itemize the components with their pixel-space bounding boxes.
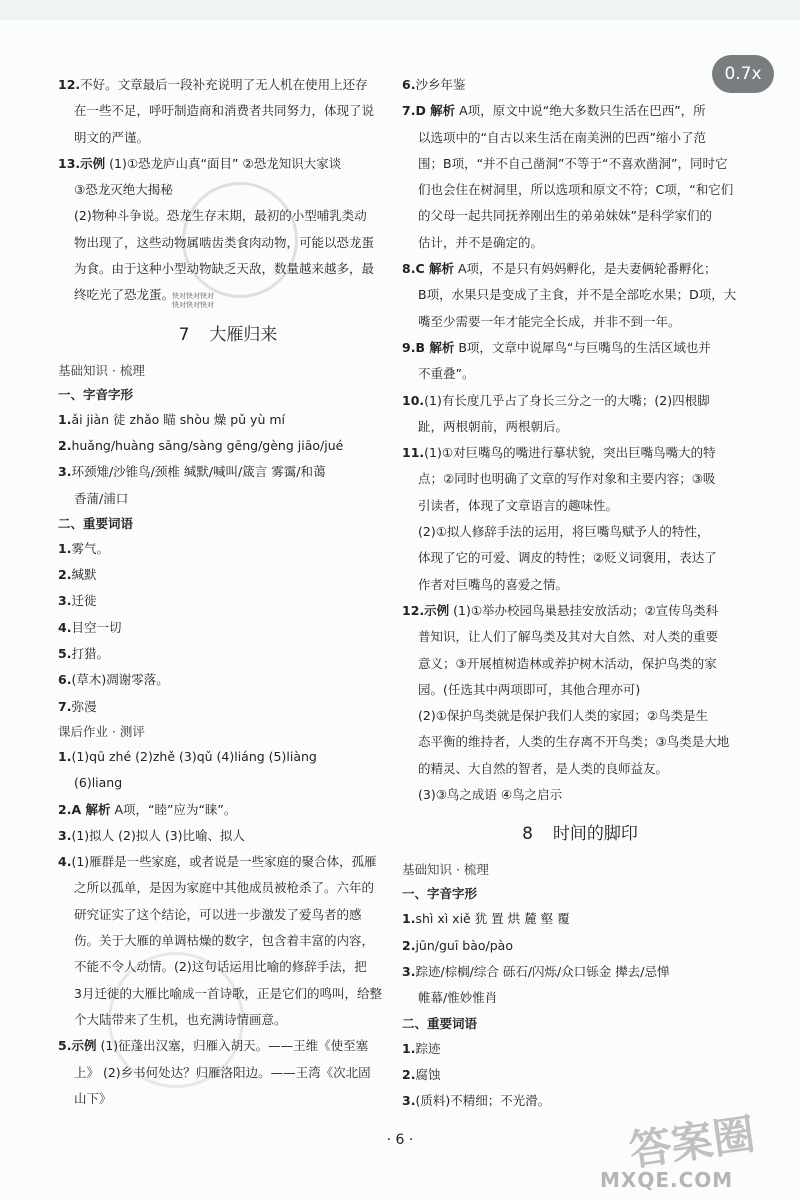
answer-text: 趾，两根朝前，两根朝后。 <box>418 418 569 434</box>
answer-line <box>58 282 398 308</box>
answer-line <box>402 230 758 256</box>
answer-line <box>402 703 758 729</box>
answer-text: 踪迹/棕榈/综合 砾石/闪烁/众口铄金 撵去/忌惮 <box>415 963 670 979</box>
top-band <box>0 0 800 20</box>
answer-line <box>402 933 758 959</box>
answer-line <box>402 985 758 1011</box>
question-number: 5. <box>58 1038 72 1054</box>
answer-line <box>58 875 398 901</box>
answer-line <box>58 981 398 1007</box>
answer-line <box>402 756 758 782</box>
answer-line <box>58 1033 398 1059</box>
answer-text: 踪迹 <box>415 1040 441 1056</box>
answer-line <box>58 125 398 151</box>
question-number: 3. <box>58 827 72 843</box>
question-number: 6. <box>402 77 416 92</box>
question-number: 1. <box>58 748 72 764</box>
answer-line <box>402 125 758 151</box>
answer-line <box>402 545 758 571</box>
answer-line <box>402 959 758 985</box>
answer-line <box>58 667 398 693</box>
watermark-small-line: 快对快对快对 <box>172 292 214 300</box>
answer-text: 不好。文章最后一段补充说明了无人机在使用上还存 <box>80 77 368 92</box>
section-8-heading <box>402 814 758 854</box>
answer-line <box>402 493 758 519</box>
answer-line <box>402 98 758 124</box>
question-number: 11. <box>402 445 425 461</box>
question-number: 1. <box>58 411 72 427</box>
answer-text: ③恐龙灭绝大揭秘 <box>74 182 173 198</box>
answer-text: 沙乡年鉴 <box>415 77 466 92</box>
answer-line <box>58 744 398 770</box>
answer-keyword: 示例 <box>424 602 450 618</box>
answer-line <box>402 519 758 545</box>
answer-text: B 解析 B项，文章中说犀鸟“与巨嘴鸟的生活区域也并 <box>415 339 711 355</box>
answer-text: 作者对巨嘴鸟的喜爱之情。 <box>418 576 569 592</box>
answer-line <box>402 151 758 177</box>
answer-line <box>402 466 758 492</box>
question-number: 4. <box>58 619 72 635</box>
answer-text: 终吃光了恐龙蛋。 <box>74 287 175 303</box>
answer-text: (1)qū zhé (2)zhě (3)qǔ (4)liáng (5)liàng <box>71 748 317 764</box>
answer-line <box>58 928 398 954</box>
pronunciation-heading: 一、字音字形 <box>58 386 134 402</box>
left-column <box>58 72 398 1112</box>
answer-line <box>402 624 758 650</box>
answer-text: 不重叠”。 <box>418 366 475 382</box>
answer-line <box>402 598 758 624</box>
answer-text: 示例 (1)征蓬出汉塞，归雁入胡天。——王维《使至塞 <box>71 1038 369 1054</box>
answer-text: (2)物种斗争说。恐龙生存末期，最初的小型哺乳类动 <box>74 208 367 224</box>
answer-text: 点；②同时也明确了文章的写作对象和主要内容；③吸 <box>418 471 716 487</box>
watermark-logo: 答案圈 <box>626 1109 758 1176</box>
answer-text: 雾气。 <box>71 540 109 556</box>
answer-text: 明文的严谨。 <box>74 129 150 145</box>
answer-line <box>58 98 398 124</box>
answer-text: 引读者，体现了文章语言的趣味性。 <box>418 497 619 513</box>
answer-line <box>402 72 758 98</box>
answer-line <box>58 1086 398 1112</box>
answer-text: 伤。关于大雁的单调枯燥的数字，包含着丰富的内容， <box>74 933 375 949</box>
answer-line <box>58 615 398 641</box>
answer-text: 上》 (2)乡书何处达？归雁洛阳边。——王湾《次北固 <box>74 1064 371 1080</box>
answer-line <box>402 440 758 466</box>
answer-line <box>58 407 398 433</box>
question-number: 2. <box>58 437 72 453</box>
answer-line <box>402 1036 758 1062</box>
answer-text: 迁徙 <box>71 593 97 609</box>
answer-text: 示例 (1)①恐龙庐山真“面目” ②恐龙知识大家谈 <box>80 155 342 171</box>
question-number: 8. <box>402 261 416 277</box>
answer-line <box>402 677 758 703</box>
answer-keyword: 示例 <box>80 155 106 171</box>
answer-line <box>402 572 758 598</box>
answer-line <box>58 536 398 562</box>
answer-keyword: A 解析 <box>71 801 111 817</box>
answer-line <box>58 694 398 720</box>
vocabulary-heading: 二、重要词语 <box>58 515 134 531</box>
answer-line <box>402 256 758 282</box>
answer-text: 的精灵、大自然的智者，是人类的良师益友。 <box>418 760 669 776</box>
answer-text: 环颈雉/沙锥鸟/颈椎 缄默/喊叫/箴言 雾霭/和蔼 <box>71 464 326 480</box>
answer-text: 态平衡的维持者，人类的生存离不开鸟类；③鸟类是大地 <box>418 734 730 750</box>
answer-text: 的父母一起共同抚养刚出生的弟弟妹妹”是科学家们的 <box>418 208 712 224</box>
question-number: 2. <box>58 801 72 817</box>
question-number: 13. <box>58 155 81 171</box>
answer-keyword: 示例 <box>71 1038 97 1054</box>
answer-text: jūn/guī bào/pào <box>415 937 513 953</box>
question-number: 2. <box>58 567 72 583</box>
answer-text: (3)③鸟之成语 ④鸟之启示 <box>418 787 563 803</box>
answer-text: (2)①保护鸟类就是保护我们人类的家园；②鸟类是生 <box>418 708 709 724</box>
answer-line <box>402 906 758 932</box>
answer-text: ǎi jiàn 徒 zhǎo 瞄 shòu 燥 pǔ yù mí <box>71 411 285 427</box>
answer-line <box>402 335 758 361</box>
answer-line <box>58 954 398 980</box>
answer-line <box>58 797 398 823</box>
answer-text: 意义；③开展植树造林或养护树木活动，保护鸟类的家 <box>418 655 717 671</box>
question-number: 6. <box>58 672 72 688</box>
answer-text: 嘴至少需要一年才能完全长成，并非不到一年。 <box>418 313 681 329</box>
answer-line <box>58 770 398 796</box>
answer-text: 腐蚀 <box>415 1066 441 1082</box>
answer-line <box>402 388 758 414</box>
answer-text: 在一些不足，呼吁制造商和消费者共同努力，体现了说 <box>74 103 375 119</box>
answer-line <box>402 203 758 229</box>
answer-keyword: D 解析 <box>415 103 456 119</box>
vocabulary-heading: 二、重要词语 <box>402 1015 478 1031</box>
answer-line <box>58 588 398 614</box>
answer-text: 缄默 <box>71 567 97 583</box>
answer-line <box>58 486 398 512</box>
answer-text: 普知识，让人们了解鸟类及其对大自然、对人类的重要 <box>418 629 719 645</box>
answer-line <box>58 641 398 667</box>
answer-line <box>402 414 758 440</box>
answer-line <box>58 849 398 875</box>
answer-text: 个大陆带来了生机，也充满诗情画意。 <box>74 1011 287 1027</box>
right-vocabulary-list <box>402 1036 758 1115</box>
answer-line <box>402 361 758 387</box>
answer-line <box>58 1060 398 1086</box>
answer-text: 研究证实了这个结论，可以进一步激发了爱鸟者的感 <box>74 906 362 922</box>
answer-line <box>58 203 398 229</box>
answer-text: 们也会住在树洞里，所以选项和原文不符；C项，“和它们 <box>418 182 734 198</box>
left-pronunciation-list <box>58 407 398 512</box>
answer-text: 香蒲/浦口 <box>74 490 129 506</box>
pronunciation-heading: 一、字音字形 <box>402 886 478 902</box>
question-number: 3. <box>402 963 416 979</box>
question-number: 3. <box>58 593 72 609</box>
answer-line <box>402 729 758 755</box>
answer-text: (草木)凋谢零落。 <box>71 672 169 688</box>
answer-text: C 解析 A项，不是只有妈妈孵化，是夫妻俩轮番孵化； <box>415 261 717 277</box>
answer-line <box>402 282 758 308</box>
section-number: 7 <box>178 324 190 345</box>
answer-text: 目空一切 <box>71 619 122 635</box>
answer-line <box>58 1007 398 1033</box>
watermark-small-line: 快对快对快对 <box>172 301 214 309</box>
left-vocabulary-list <box>58 536 398 720</box>
answer-line <box>402 309 758 335</box>
question-number: 3. <box>402 1093 416 1109</box>
answer-line <box>402 651 758 677</box>
question-number: 5. <box>58 646 72 662</box>
answer-line <box>58 151 398 177</box>
answer-line <box>58 72 398 98</box>
answer-line <box>58 902 398 928</box>
answer-text: A 解析 A项，“睦”应为“睐”。 <box>71 801 237 817</box>
answer-text: D 解析 A项，原文中说“绝大多数只生活在巴西”，所 <box>415 103 706 119</box>
answer-text: huǎng/huàng sāng/sàng gēng/gèng jiāo/jué <box>71 437 344 453</box>
section-7-heading <box>58 315 398 355</box>
question-number: 7. <box>58 698 72 714</box>
section-title: 时间的脚印 <box>552 824 638 845</box>
right-column <box>402 72 758 1114</box>
answer-line <box>402 177 758 203</box>
question-number: 2. <box>402 1066 416 1082</box>
answer-line <box>58 459 398 485</box>
answer-line <box>58 230 398 256</box>
question-number: 12. <box>402 602 425 618</box>
answer-text: (1)①对巨嘴鸟的嘴进行摹状貌，突出巨嘴鸟嘴大的特 <box>424 445 716 461</box>
answer-text: 为食。由于这种小型动物缺乏天敌，数量越来越多，最 <box>74 261 375 277</box>
question-number: 9. <box>402 339 416 355</box>
answer-text: 物出现了，这些动物属啮齿类食肉动物，可能以恐龙蛋 <box>74 234 375 250</box>
question-number: 3. <box>58 464 72 480</box>
answer-text: (2)①拟人修辞手法的运用，将巨嘴鸟赋予人的特性， <box>418 524 710 540</box>
answer-text: 示例 (1)①举办校园鸟巢悬挂安放活动；②宣传鸟类科 <box>424 602 719 618</box>
left-top-answers <box>58 72 398 309</box>
playback-speed-badge[interactable]: 0.7x <box>712 55 774 93</box>
answer-line <box>58 256 398 282</box>
section-number: 8 <box>522 824 533 845</box>
answer-text: 3月迁徙的大雁比喻成一首诗歌，正是它们的鸣叫，给整 <box>74 985 382 1001</box>
answer-line <box>58 433 398 459</box>
answer-text: 山下》 <box>74 1090 112 1106</box>
homework-label: 课后作业 · 测评 <box>58 723 145 739</box>
answer-text: 体现了它的可爱、调皮的特性；②贬义词褒用，表达了 <box>418 550 717 566</box>
answer-text: (1)雁群是一些家庭，或者说是一些家庭的聚合体，孤雁 <box>71 854 377 870</box>
answer-line <box>402 1062 758 1088</box>
answer-text: 弥漫 <box>71 698 97 714</box>
basic-knowledge-label: 基础知识 · 梳理 <box>402 862 489 878</box>
answer-text: 园。(任选其中两项即可，其他合理亦可) <box>418 681 641 697</box>
answer-text: (1)拟人 (2)拟人 (3)比喻、拟人 <box>71 827 246 843</box>
answer-text: 不能不令人动情。(2)这句话运用比喻的修辞手法，把 <box>74 959 367 975</box>
question-number: 10. <box>402 392 425 408</box>
answer-line <box>58 177 398 203</box>
answer-line <box>58 562 398 588</box>
answer-text: (质料)不精细；不光滑。 <box>415 1093 551 1109</box>
answer-text: (6)liang <box>74 775 123 791</box>
answer-text: B项，水果只是变成了主食，并不是全部吃水果；D项，大 <box>418 287 737 303</box>
question-number: 1. <box>58 540 72 556</box>
left-homework-list <box>58 744 398 1112</box>
watermark-small-text <box>172 292 214 310</box>
answer-text: 帷幕/惟妙惟肖 <box>418 990 498 1006</box>
answer-line <box>58 823 398 849</box>
basic-knowledge-label: 基础知识 · 梳理 <box>58 362 145 378</box>
question-number: 7. <box>402 103 416 119</box>
answer-line <box>402 782 758 808</box>
question-number: 12. <box>58 77 81 92</box>
page-number: · 6 · <box>386 1132 414 1148</box>
answer-text: 围；B项，“并不自己凿洞”不等于“不喜欢凿洞”，同时它 <box>418 155 728 171</box>
question-number: 2. <box>402 937 416 953</box>
answer-text: (1)有长度几乎占了身长三分之一的大嘴；(2)四根脚 <box>424 392 710 408</box>
answer-text: 以选项中的“自古以来生活在南美洲的巴西”缩小了范 <box>418 129 706 145</box>
section-title: 大雁归来 <box>209 324 278 345</box>
right-top-answers <box>402 72 758 808</box>
question-number: 1. <box>402 911 416 927</box>
question-number: 4. <box>58 854 72 870</box>
answer-keyword: C 解析 <box>415 261 454 277</box>
answer-text: 之所以孤单，是因为家庭中其他成员被枪杀了。六年的 <box>74 880 375 896</box>
answer-text: 估计，并不是确定的。 <box>418 234 544 250</box>
answer-text: 打猎。 <box>71 646 109 662</box>
answer-keyword: B 解析 <box>415 339 455 355</box>
answer-text: shì xì xiě 犹 置 烘 麓 壑 覆 <box>415 911 570 927</box>
watermark-url: MXQE.COM <box>600 1168 734 1192</box>
question-number: 1. <box>402 1040 416 1056</box>
right-pronunciation-list <box>402 906 758 1011</box>
